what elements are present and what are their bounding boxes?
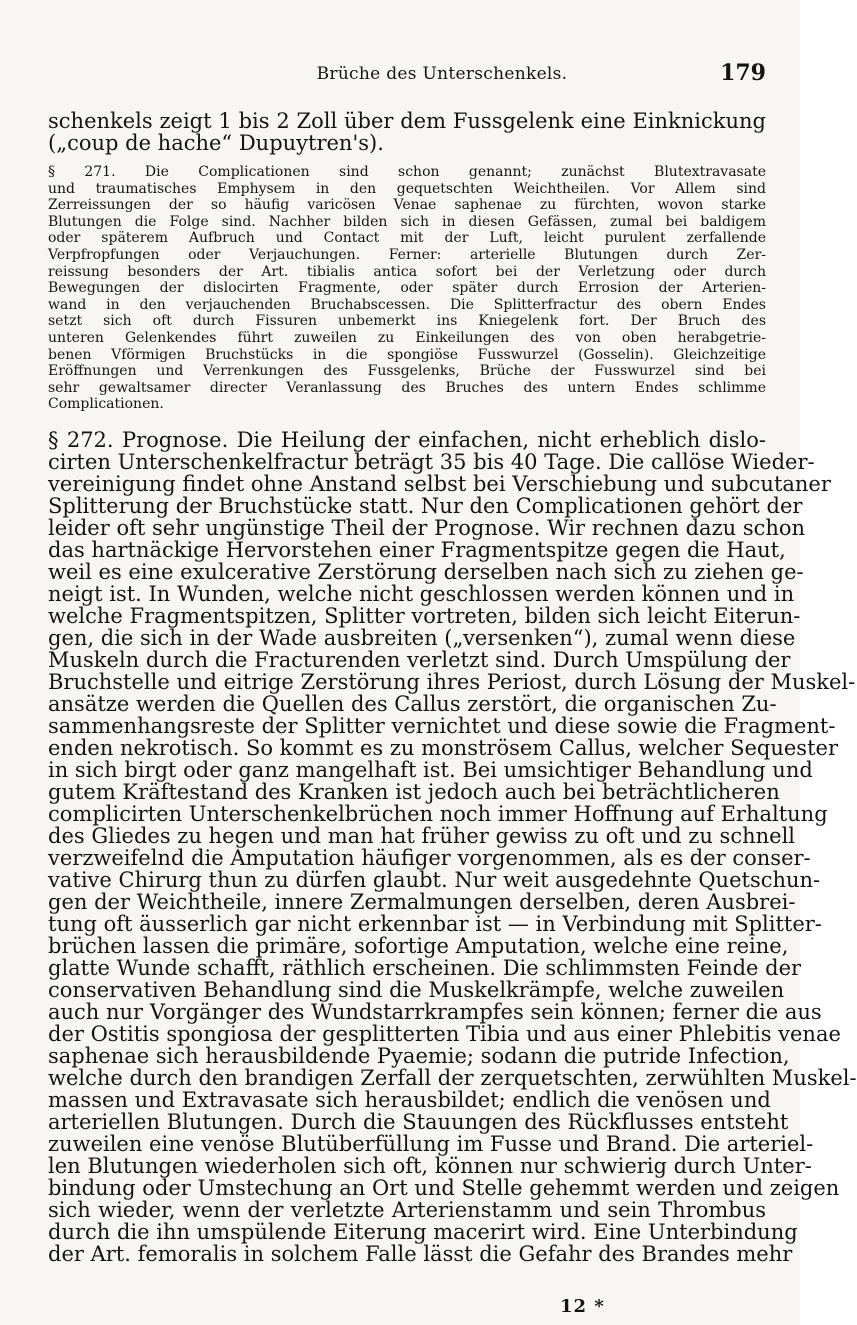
text-line: zuweilen eine venöse Blutüberfüllung im Fusse und Brand. Die arteriel- [48, 1131, 814, 1156]
text-line: („coup de hache“ Dupuytren's). [48, 131, 384, 155]
text-line: arteriellen Blutungen. Durch die Stauungen des Rückflusses entsteht [48, 1109, 789, 1134]
text-line: ansätze werden die Quellen des Callus zerstört, die organischen Zu- [48, 691, 777, 716]
text-line: Complicationen. [48, 396, 164, 413]
text-line: unteren Gelenkendes führt zuweilen zu Einkeilungen des von oben herabgetrie- [48, 329, 766, 346]
text-line: Splitterung der Bruchstücke statt. Nur den Complicationen gehört der [48, 493, 803, 518]
text-line: welche durch den brandigen Zerfall der zerquetschten, zerwühlten Muskel- [48, 1065, 857, 1090]
running-head [48, 60, 766, 92]
text-line: brüchen lassen die primäre, sofortige Amputation, welche eine reine, [48, 933, 789, 958]
text-line: der Ostitis spongiosa der gesplitterten Tibia und aus einer Phlebitis venae [48, 1021, 841, 1046]
text-line: vereinigung findet ohne Anstand selbst bei Verschiebung und subcutaner [48, 471, 831, 496]
text-line: massen und Extravasate sich herausbildet; endlich die venösen und [48, 1087, 771, 1112]
text-line: das hartnäckige Hervorstehen einer Fragmentspitze gegen die Haut, [48, 537, 786, 562]
text-line: neigt ist. In Wunden, welche nicht geschlossen werden können und in [48, 581, 795, 606]
text-line: Bruchstelle und eitrige Zerstörung ihres Periost, durch Lösung der Muskel- [48, 669, 856, 694]
text-line: setzt sich oft durch Fissuren unbemerkt ins Kniegelenk fort. Der Bruch des [48, 313, 766, 330]
text-line: complicirten Unterschenkelbrüchen noch immer Hoffnung auf Erhaltung [48, 801, 828, 826]
text-line: gutem Kräftestand des Kranken ist jedoch auch bei beträchtlicheren [48, 779, 780, 804]
text-line: sich wieder, wenn der verletzte Arterienstamm und sein Thrombus [48, 1197, 766, 1222]
text-line: § 272. Prognose. Die Heilung der einfachen, nicht erheblich dislo- [48, 427, 766, 452]
text-line: in sich birgt oder ganz mangelhaft ist. Bei umsichtiger Behandlung und [48, 757, 813, 782]
text-line: vative Chirurg thun zu dürfen glaubt. Nur weit ausgedehnte Quetschun- [48, 867, 821, 892]
text-line: Blutungen die Folge sind. Nachher bilden sich in diesen Gefässen, zumal bei baldigem [48, 213, 766, 230]
text-line: cirten Unterschenkelfractur beträgt 35 bis 40 Tage. Die callöse Wieder- [48, 449, 815, 474]
signature-mark: 12 * [560, 1296, 605, 1317]
text-line: wand in den verjauchenden Bruchabscessen. Die Splitterfractur des obern Endes [48, 296, 766, 313]
text-line: schenkels zeigt 1 bis 2 Zoll über dem Fussgelenk eine Einknickung [48, 109, 766, 133]
text-line: § 271. Die Complicationen sind schon genannt; zunächst Blutextravasate [48, 164, 766, 180]
text-line: reissung besonders der Art. tibialis antica sofort bei der Verletzung oder durch [48, 263, 766, 280]
text-line: tung oft äusserlich gar nicht erkennbar ist — in Verbindung mit Splitter- [48, 911, 822, 936]
text-line: conservativen Behandlung sind die Muskelkrämpfe, welche zuweilen [48, 977, 785, 1002]
text-line: der Art. femoralis in solchem Falle lässt die Gefahr des Brandes mehr [48, 1241, 793, 1266]
text-line: sehr gewaltsamer directer Veranlassung des Bruches des untern Endes schlimme [48, 379, 766, 396]
text-line: auch nur Vorgänger des Wundstarrkrampfes sein können; ferner die aus [48, 999, 822, 1024]
text-line: gen, die sich in der Wade ausbreiten („versenken“), zumal wenn diese [48, 625, 796, 650]
text-line: gen der Weichtheile, innere Zermalmungen derselben, deren Ausbrei- [48, 889, 796, 914]
text-line: bindung oder Umstechung an Ort und Stelle gehemmt werden und zeigen [48, 1175, 840, 1200]
paragraph-prognosis [48, 427, 857, 1266]
text-line: des Gliedes zu hegen und man hat früher gewiss zu oft und zu schnell [48, 823, 795, 848]
paragraph-complications [48, 164, 766, 413]
body-text [48, 109, 857, 1266]
text-line: Bewegungen der dislocirten Fragmente, oder später durch Errosion der Arterien- [48, 280, 766, 297]
running-title: Brüche des Unterschenkels. [316, 64, 568, 84]
text-line: Zerreissungen der so häufig varicösen Venae saphenae zu fürchten, wovon starke [48, 197, 766, 214]
text-line: weil es eine exulcerative Zerstörung derselben nach sich zu ziehen ge- [48, 559, 804, 584]
text-line: Verpfropfungen oder Verjauchungen. Ferner: arterielle Blutungen durch Zer- [48, 246, 766, 263]
text-line: Muskeln durch die Fracturenden verletzt sind. Durch Umspülung der [48, 647, 791, 672]
text-line: len Blutungen wiederholen sich oft, können nur schwierig durch Unter- [48, 1153, 812, 1178]
text-line: verzweifelnd die Amputation häufiger vorgenommen, als es der conser- [48, 845, 811, 870]
paragraph-continuation [48, 110, 766, 154]
text-line: leider oft sehr ungünstige Theil der Prognose. Wir rechnen dazu schon [48, 515, 806, 540]
text-line: oder späterem Aufbruch und Contact mit der Luft, leicht purulent zerfallende [48, 230, 766, 247]
text-line: enden nekrotisch. So kommt es zu monströsem Callus, welcher Sequester [48, 735, 838, 760]
text-line: saphenae sich herausbildende Pyaemie; sodann die putride Infection, [48, 1043, 790, 1068]
text-line: und traumatisches Emphysem in den gequetschten Weichtheilen. Vor Allem sind [48, 180, 766, 197]
text-line: welche Fragmentspitzen, Splitter vortreten, bilden sich leicht Eiterun- [48, 603, 801, 628]
page-number: 179 [720, 60, 766, 86]
text-line: sammenhangsreste der Splitter vernichtet und diese sowie die Fragment- [48, 713, 836, 738]
text-line: Eröffnungen und Verrenkungen des Fussgelenks, Brüche der Fusswurzel sind bei [48, 363, 766, 380]
text-line: glatte Wunde schafft, räthlich erscheinen. Die schlimmsten Feinde der [48, 955, 802, 980]
text-line: benen Vförmigen Bruchstücks in die spongiöse Fusswurzel (Gosselin). Gleichzeitige [48, 346, 766, 363]
text-line: durch die ihn umspülende Eiterung macerirt wird. Eine Unterbindung [48, 1219, 798, 1244]
